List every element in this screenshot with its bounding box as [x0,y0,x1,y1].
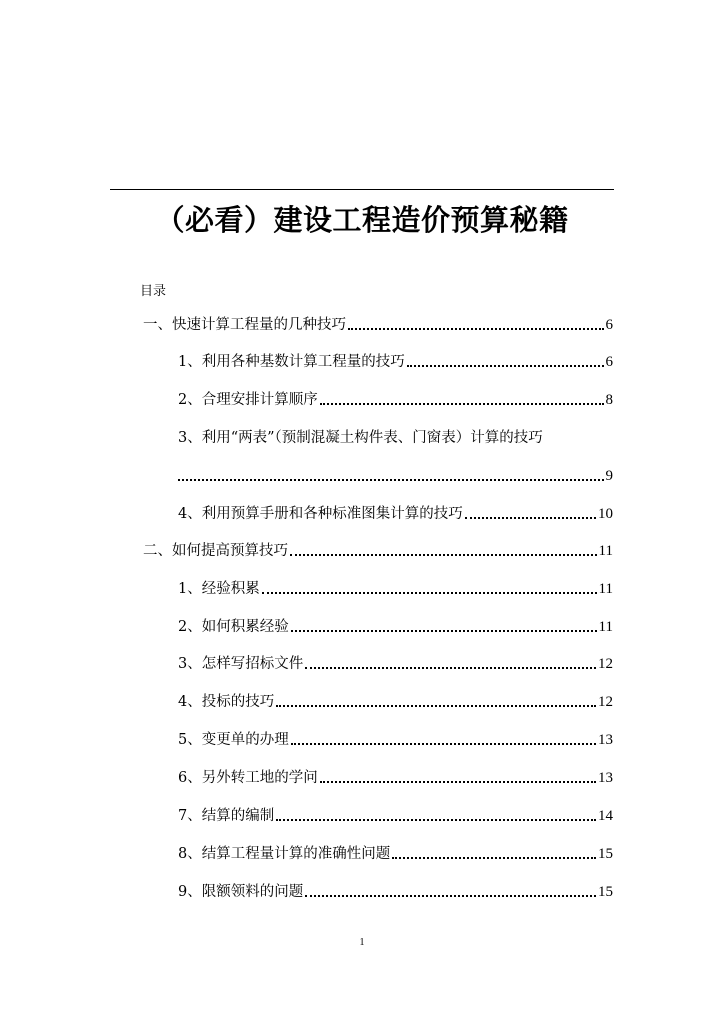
toc-dot-leader [291,743,596,745]
toc-dot-leader [276,705,596,707]
toc-entry-1-3[interactable] [178,427,613,449]
toc-entry-label: 2、如何积累经验 [178,619,289,635]
toc-entry-label: 8、结算工程量计算的准确性问题 [178,846,391,862]
toc-entry-2-5[interactable] [178,729,613,751]
toc-entry-label: 1、利用各种基数计算工程量的技巧 [178,354,405,370]
toc-entry-page: 9 [605,468,613,484]
toc-entry-page: 8 [605,392,613,408]
toc-dot-leader [291,630,597,632]
toc-entry-2-9[interactable] [178,881,613,903]
toc-dot-leader [320,403,604,405]
toc-entry-page: 11 [598,581,613,597]
toc-entry-label: 6、另外转工地的学问 [178,770,318,786]
toc-entry-label: 7、结算的编制 [178,808,275,824]
document-title: （必看）建设工程造价预算秘籍 [155,203,569,237]
toc-entry-1-2[interactable] [178,389,613,411]
toc-entry-page: 6 [605,317,613,333]
toc-entry-2-8[interactable] [178,843,613,865]
toc-entry-2-6[interactable] [178,767,613,789]
toc-entry-section-1[interactable] [143,314,613,336]
toc-entry-page: 13 [598,770,613,786]
toc-entry-page: 12 [598,694,613,710]
toc-entry-label: 9、限额领料的问题 [178,884,304,900]
toc-entry-2-4[interactable] [178,691,613,713]
toc-entry-label: 2、合理安排计算顺序 [178,392,318,408]
toc-entry-page: 11 [598,619,613,635]
toc-entry-section-2[interactable] [143,540,613,562]
toc-entry-2-3[interactable] [178,653,613,675]
toc-dot-leader [178,479,604,481]
toc-entry-1-3-continuation[interactable] [178,465,613,487]
toc-entry-page: 14 [598,808,613,824]
toc-entry-page: 11 [598,543,613,559]
toc-dot-leader [305,667,596,669]
toc-dot-leader [320,781,596,783]
toc-entry-label: 二、如何提高预算技巧 [143,543,288,559]
toc-entry-page: 6 [605,354,613,370]
toc-heading: 目录 [140,284,167,299]
toc-dot-leader [262,592,597,594]
toc-dot-leader [290,554,597,556]
toc-entry-page: 10 [598,506,613,522]
toc-entry-page: 15 [598,884,613,900]
toc-entry-label: 4、利用预算手册和各种标准图集计算的技巧 [178,506,463,522]
toc-entry-label: 3、怎样写招标文件 [178,656,304,672]
toc-dot-leader [392,857,596,859]
toc-entry-page: 13 [598,732,613,748]
toc-dot-leader [407,365,604,367]
toc-dot-leader [348,328,604,330]
toc-entry-label: 一、快速计算工程量的几种技巧 [143,317,346,333]
toc-dot-leader [465,517,596,519]
toc-dot-leader [305,895,596,897]
page-number: 1 [359,937,365,948]
toc-entry-page: 12 [598,656,613,672]
toc-entry-1-4[interactable] [178,503,613,525]
toc-dot-leader [276,819,596,821]
toc-entry-2-7[interactable] [178,805,613,827]
toc-entry-2-1[interactable] [178,578,613,600]
toc-entry-label: 5、变更单的办理 [178,732,289,748]
toc-entry-label: 4、投标的技巧 [178,694,275,710]
toc-entry-page: 15 [598,846,613,862]
toc-entry-2-2[interactable] [178,616,613,638]
toc-entry-label: 3、利用“两表”（预制混凝土构件表、门窗表）计算的技巧 [178,430,543,446]
toc-entry-1-1[interactable] [178,351,613,373]
toc-entry-label: 1、经验积累 [178,581,260,597]
